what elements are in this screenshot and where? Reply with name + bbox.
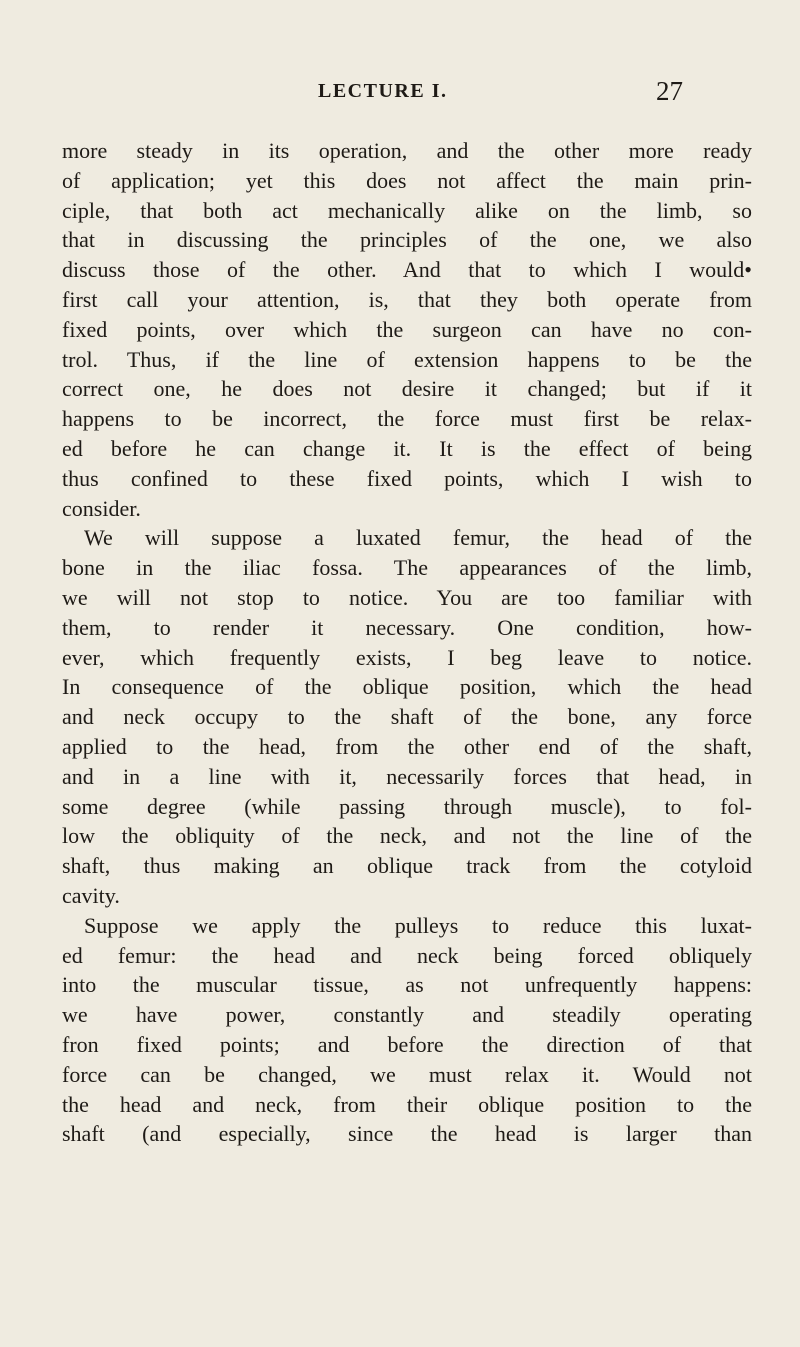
running-title: LECTURE I.	[318, 80, 448, 102]
text-line: correct one, he does not desire it changed; but if it	[62, 376, 752, 402]
text-line: low the obliquity of the neck, and not the line of the	[62, 823, 752, 849]
text-line: fron fixed points; and before the direction of that	[62, 1031, 752, 1057]
text-line: shaft, thus making an oblique track from the cotyloid	[62, 853, 752, 879]
text-line: discuss those of the other. And that to which I would•	[62, 257, 752, 283]
text-line: In consequence of the oblique position, which the head	[62, 674, 752, 700]
text-line: into the muscular tissue, as not unfrequently happens:	[62, 972, 752, 998]
text-line: of application; yet this does not affect the main prin-	[62, 167, 752, 193]
text-line: bone in the iliac fossa. The appearances of the limb,	[62, 555, 752, 581]
text-line: more steady in its operation, and the other more ready	[62, 138, 752, 163]
text-line: We will suppose a luxated femur, the head of the	[84, 525, 752, 551]
text-line: consider.	[62, 495, 141, 521]
text-line: ed before he can change it. It is the effect of being	[62, 435, 752, 461]
text-line: them, to render it necessary. One condition, how-	[62, 614, 752, 640]
text-line: force can be changed, we must relax it. Would not	[62, 1061, 752, 1087]
text-line: and in a line with it, necessarily forces that head, in	[62, 763, 752, 789]
text-line: applied to the head, from the other end of the shaft,	[62, 733, 752, 759]
text-line: trol. Thus, if the line of extension happens to be the	[62, 346, 752, 372]
page-header	[0, 76, 800, 112]
text-line: and neck occupy to the shaft of the bone, any force	[62, 704, 752, 730]
text-line: some degree (while passing through muscle), to fol-	[62, 793, 752, 819]
text-line: the head and neck, from their oblique position to the	[62, 1091, 752, 1117]
text-line: thus confined to these fixed points, which I wish to	[62, 465, 752, 491]
text-line: ever, which frequently exists, I beg leave to notice.	[62, 644, 752, 670]
page-number: 27	[656, 76, 683, 106]
text-line: we will not stop to notice. You are too familiar with	[62, 584, 752, 610]
text-line: happens to be incorrect, the force must first be relax-	[62, 406, 752, 432]
text-line: Suppose we apply the pulleys to reduce this luxat-	[84, 912, 752, 938]
text-line: ciple, that both act mechanically alike on the limb, so	[62, 197, 752, 223]
text-line: ed femur: the head and neck being forced obliquely	[62, 942, 752, 968]
text-line: fixed points, over which the surgeon can have no con-	[62, 316, 752, 342]
text-line: we have power, constantly and steadily operating	[62, 1002, 752, 1028]
text-line: shaft (and especially, since the head is larger than	[62, 1121, 752, 1147]
text-line: first call your attention, is, that they both operate from	[62, 286, 752, 312]
text-line: cavity.	[62, 882, 120, 908]
text-line: that in discussing the principles of the one, we also	[62, 227, 752, 253]
body-text	[62, 136, 752, 1149]
